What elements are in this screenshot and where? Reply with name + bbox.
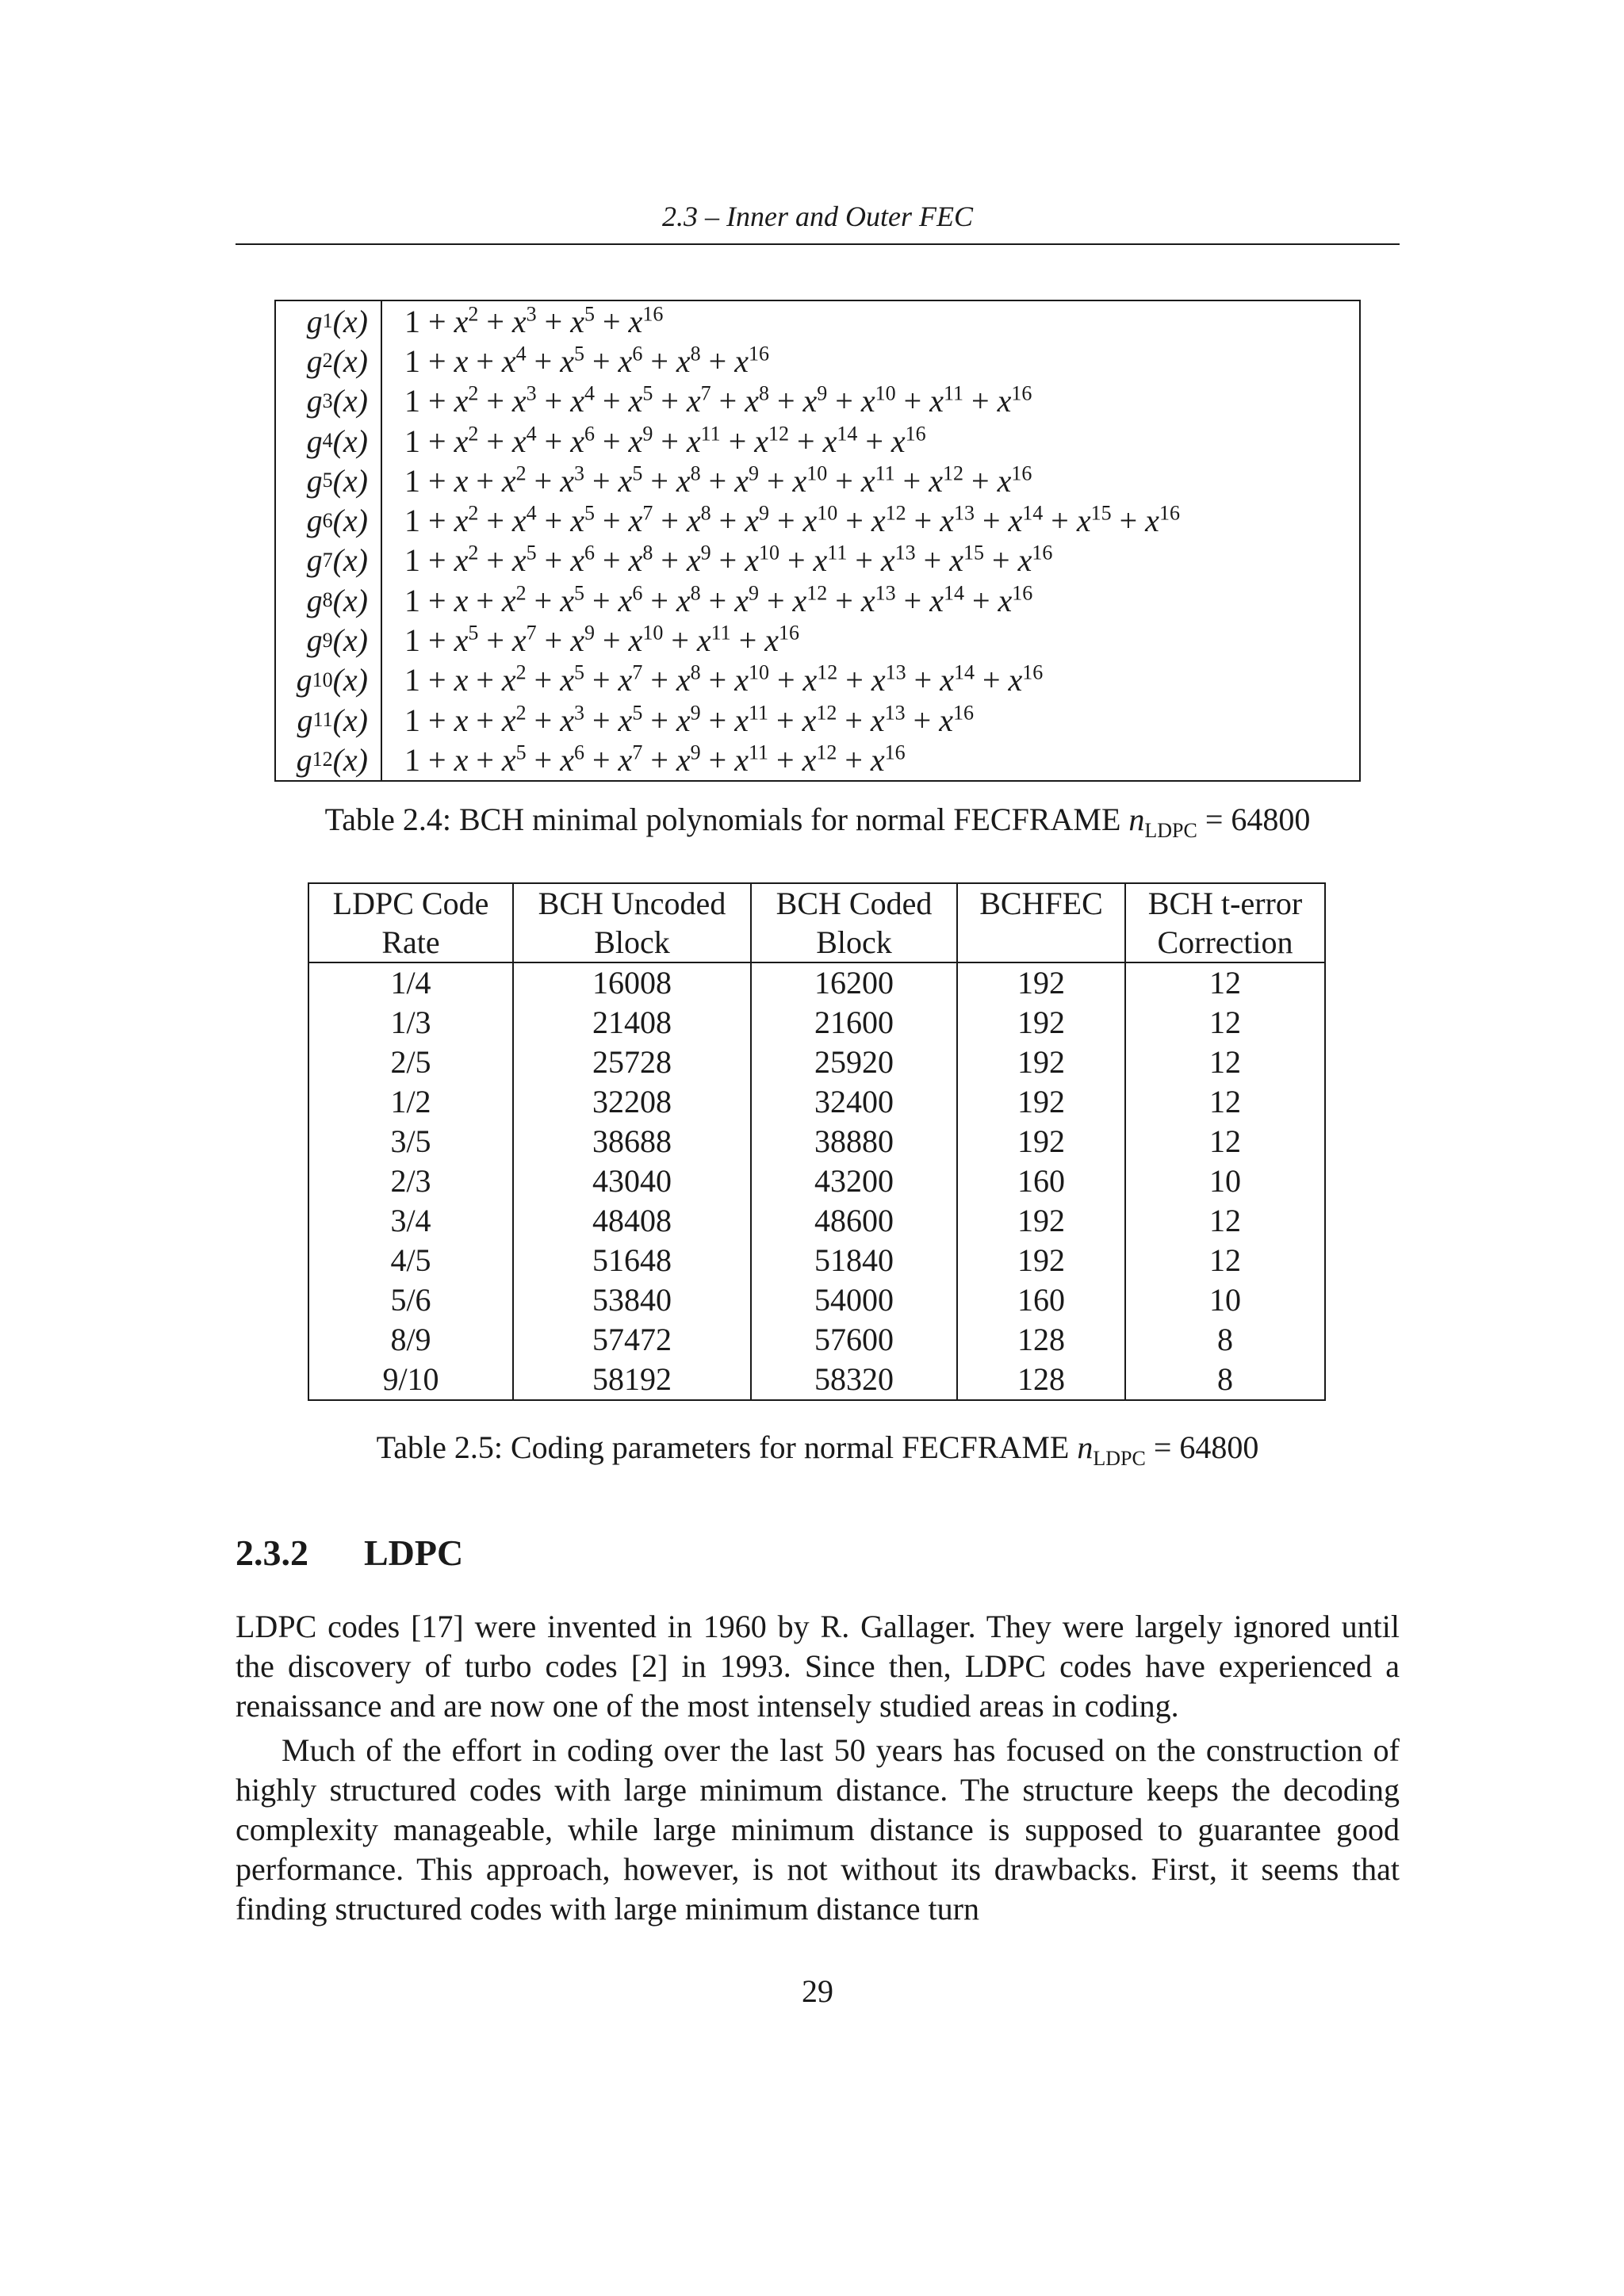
- table-cell: 192: [957, 1082, 1125, 1122]
- polynomial-row: [276, 660, 1359, 700]
- table-cell: 8: [1125, 1320, 1325, 1360]
- table-cell: 1/4: [308, 962, 513, 1003]
- table-cell: 192: [957, 962, 1125, 1003]
- polynomial-row: [276, 341, 1359, 381]
- table-cell: 48600: [751, 1201, 957, 1241]
- table-row: [308, 1360, 1325, 1400]
- caption-text: Table 2.5: Coding parameters for normal FECFRAME: [376, 1429, 1078, 1465]
- section-heading: [236, 1532, 463, 1574]
- section-number: 2.3.2: [236, 1533, 308, 1573]
- polynomial-name: g 11 (x): [276, 700, 382, 740]
- polynomial-row: [276, 500, 1359, 540]
- polynomial-row: [276, 580, 1359, 620]
- table-body: [308, 962, 1325, 1400]
- table-cell: 8/9: [308, 1320, 513, 1360]
- table-cell: 192: [957, 1003, 1125, 1043]
- table-cell: 32400: [751, 1082, 957, 1122]
- col-header: LDPC Code: [308, 883, 513, 923]
- table-cell: 53840: [513, 1280, 751, 1320]
- table-row: [308, 1043, 1325, 1082]
- polynomial-row: [276, 381, 1359, 421]
- section-title: LDPC: [364, 1533, 464, 1573]
- table-cell: 12: [1125, 1122, 1325, 1161]
- polynomial-name: g 1 (x): [276, 301, 382, 341]
- table-cell: 192: [957, 1122, 1125, 1161]
- paragraph: LDPC codes [17] were invented in 1960 by R. Gallager. They were largely ignored until the discovery of turbo codes [2] in 1993. Since then, LDPC codes have experienced a renaissance and are now one of the most intensely studied areas in coding.: [236, 1609, 1400, 1724]
- table-cell: 160: [957, 1161, 1125, 1201]
- table-cell: 192: [957, 1043, 1125, 1082]
- table-cell: 57600: [751, 1320, 957, 1360]
- header-rule: [236, 243, 1400, 245]
- caption-value: = 64800: [1145, 1429, 1259, 1465]
- caption-text: Table 2.4: BCH minimal polynomials for normal FECFRAME: [324, 802, 1129, 837]
- polynomial-name: g 9 (x): [276, 620, 382, 660]
- polynomial-row: [276, 541, 1359, 580]
- col-header: Block: [513, 923, 751, 962]
- table-cell: 51648: [513, 1241, 751, 1280]
- table-cell: 51840: [751, 1241, 957, 1280]
- polynomial-row: [276, 301, 1359, 341]
- polynomial-name: g 8 (x): [276, 580, 382, 620]
- polynomial-name: g 2 (x): [276, 341, 382, 381]
- col-header: BCHFEC: [957, 883, 1125, 923]
- caption-sub: LDPC: [1144, 819, 1197, 842]
- running-header: 2.3 – Inner and Outer FEC: [662, 201, 973, 232]
- table-cell: 16200: [751, 962, 957, 1003]
- caption-var: n: [1128, 802, 1145, 837]
- table-cell: 128: [957, 1320, 1125, 1360]
- polynomial-row: [276, 461, 1359, 500]
- table-cell: 25728: [513, 1043, 751, 1082]
- polynomial-expression: $1 + x^2 + x^3 + x^5 + x^{16}$: [404, 302, 664, 339]
- polynomial-expression: $1 + x^2 + x^3 + x^4 + x^5 + x^7 + x^8 + x^9 + x^{10} + x^{11} + x^{16}$: [404, 381, 1032, 419]
- polynomial-name: g 4 (x): [276, 421, 382, 461]
- table-cell: 12: [1125, 1201, 1325, 1241]
- table-cell: 12: [1125, 1043, 1325, 1082]
- table-row: [308, 1320, 1325, 1360]
- table-cell: 12: [1125, 1082, 1325, 1122]
- table-cell: 12: [1125, 1003, 1325, 1043]
- table-cell: 58192: [513, 1360, 751, 1400]
- col-header: BCH Uncoded: [513, 883, 751, 923]
- table-cell: 58320: [751, 1360, 957, 1400]
- polynomial-expression: $1 + x^2 + x^4 + x^6 + x^9 + x^{11} + x^{12} + x^{14} + x^{16}$: [404, 422, 926, 459]
- table-cell: 10: [1125, 1161, 1325, 1201]
- polynomial-expression: $1 + x + x^5 + x^6 + x^7 + x^9 + x^{11} + x^{12} + x^{16}$: [404, 740, 906, 778]
- table-cell: 12: [1125, 962, 1325, 1003]
- table-cell: 160: [957, 1280, 1125, 1320]
- col-header: Correction: [1125, 923, 1325, 962]
- table-cell: 32208: [513, 1082, 751, 1122]
- table-cell: 16008: [513, 962, 751, 1003]
- table-cell: 43040: [513, 1161, 751, 1201]
- table-cell: 9/10: [308, 1360, 513, 1400]
- table-cell: 54000: [751, 1280, 957, 1320]
- polynomial-row: [276, 740, 1359, 779]
- coding-parameters-table: [308, 882, 1326, 1401]
- table-cell: 57472: [513, 1320, 751, 1360]
- table-cell: 3/5: [308, 1122, 513, 1161]
- table-cell: 5/6: [308, 1280, 513, 1320]
- paragraph: Much of the effort in coding over the last 50 years has focused on the construction of highly structured codes with large minimum distance. The structure keeps the decoding complexity manageable, while large minimum distance is supposed to guarantee good performance. This approach, however, is not without its drawbacks. First, it seems that finding structured codes with large minimum distance turn: [236, 1732, 1400, 1927]
- caption-var: n: [1077, 1429, 1094, 1465]
- table-cell: 8: [1125, 1360, 1325, 1400]
- table-cell: 43200: [751, 1161, 957, 1201]
- col-header: Rate: [308, 923, 513, 962]
- polynomial-name: g 3 (x): [276, 381, 382, 421]
- col-header: BCH t-error: [1125, 883, 1325, 923]
- col-header: Block: [751, 923, 957, 962]
- table-cell: 3/4: [308, 1201, 513, 1241]
- polynomial-name: g 6 (x): [276, 500, 382, 540]
- table-cell: 25920: [751, 1043, 957, 1082]
- table-cell: 1/2: [308, 1082, 513, 1122]
- table-row: [308, 962, 1325, 1003]
- polynomial-expression: $1 + x^5 + x^7 + x^9 + x^{10} + x^{11} + x^{16}$: [404, 621, 800, 659]
- table-row: [308, 1122, 1325, 1161]
- table-cell: 21408: [513, 1003, 751, 1043]
- polynomial-expression: $1 + x + x^4 + x^5 + x^6 + x^8 + x^{16}$: [404, 342, 769, 379]
- polynomial-expression: $1 + x + x^2 + x^5 + x^6 + x^8 + x^9 + x^{12} + x^{13} + x^{14} + x^{16}$: [404, 581, 1033, 618]
- table-cell: 192: [957, 1201, 1125, 1241]
- table-cell: 38688: [513, 1122, 751, 1161]
- table-caption-2-4: [236, 801, 1400, 842]
- table-row: [308, 1201, 1325, 1241]
- page-number: 29: [802, 1973, 833, 2009]
- table-row: [308, 1003, 1325, 1043]
- table-caption-2-5: [236, 1429, 1400, 1470]
- table-row: [308, 1280, 1325, 1320]
- polynomial-expression: $1 + x + x^2 + x^5 + x^7 + x^8 + x^{10} + x^{12} + x^{13} + x^{14} + x^{16}$: [404, 660, 1044, 698]
- table-cell: 192: [957, 1241, 1125, 1280]
- table-row: [308, 1161, 1325, 1201]
- col-header: BCH Coded: [751, 883, 957, 923]
- table-row: [308, 1241, 1325, 1280]
- table-cell: 4/5: [308, 1241, 513, 1280]
- col-header: [957, 923, 1125, 962]
- table-cell: 38880: [751, 1122, 957, 1161]
- polynomial-table: [274, 300, 1361, 782]
- polynomial-row: [276, 421, 1359, 461]
- table-row: [308, 1082, 1325, 1122]
- table-cell: 10: [1125, 1280, 1325, 1320]
- table-cell: 21600: [751, 1003, 957, 1043]
- caption-value: = 64800: [1197, 802, 1311, 837]
- polynomial-expression: $1 + x + x^2 + x^3 + x^5 + x^8 + x^9 + x^{10} + x^{11} + x^{12} + x^{16}$: [404, 461, 1032, 499]
- table-cell: 1/3: [308, 1003, 513, 1043]
- header-row-1: [308, 883, 1325, 923]
- table-cell: 2/5: [308, 1043, 513, 1082]
- polynomial-expression: $1 + x^2 + x^4 + x^5 + x^7 + x^8 + x^9 + x^{10} + x^{12} + x^{13} + x^{14} + x^{15} + x^{16}$: [404, 501, 1180, 539]
- polynomial-name: g 7 (x): [276, 541, 382, 580]
- polynomial-name: g 10 (x): [276, 660, 382, 700]
- polynomial-row: [276, 700, 1359, 740]
- polynomial-expression: $1 + x + x^2 + x^3 + x^5 + x^9 + x^{11} + x^{12} + x^{13} + x^{16}$: [404, 701, 974, 738]
- polynomial-name: g 12 (x): [276, 740, 382, 779]
- polynomial-expression: $1 + x^2 + x^5 + x^6 + x^8 + x^9 + x^{10} + x^{11} + x^{13} + x^{15} + x^{16}$: [404, 541, 1053, 579]
- table-cell: 12: [1125, 1241, 1325, 1280]
- caption-sub: LDPC: [1093, 1447, 1146, 1470]
- table-cell: 128: [957, 1360, 1125, 1400]
- table-cell: 2/3: [308, 1161, 513, 1201]
- table-cell: 48408: [513, 1201, 751, 1241]
- header-row-2: [308, 923, 1325, 962]
- polynomial-name: g 5 (x): [276, 461, 382, 500]
- polynomial-row: [276, 620, 1359, 660]
